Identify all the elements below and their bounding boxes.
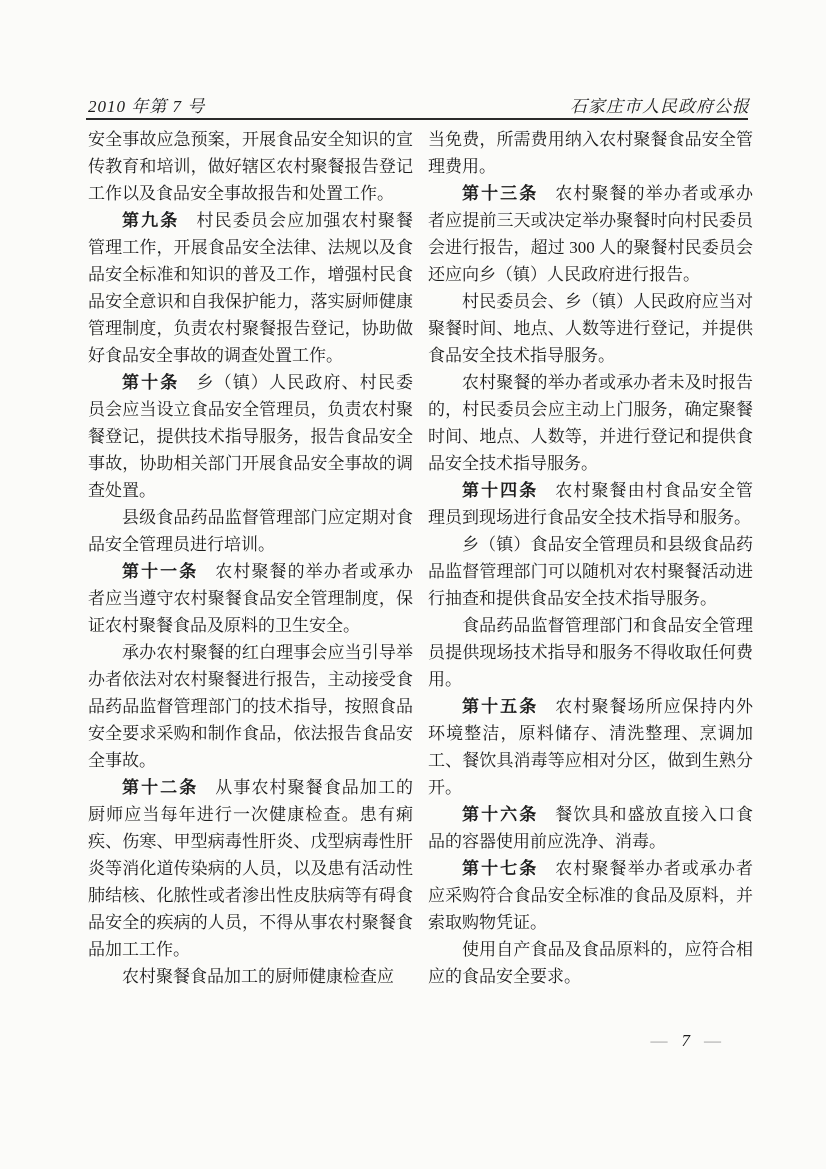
paragraph (428, 801, 753, 855)
page-number (428, 1031, 753, 1051)
paragraph (88, 369, 413, 504)
paragraph-text: 安全事故应急预案，开展食品安全知识的宣传教育和培训，做好辖区农村聚餐报告登记工作以及食品安全事故报告和处置工作。 (88, 130, 413, 203)
paragraph (88, 504, 413, 558)
paragraph-text: 从事农村聚餐食品加工的厨师应当每年进行一次健康检查。患有痢疾、伤寒、甲型病毒性肝炎、戊型病毒性肝炎等消化道传染病的人员，以及患有活动性肺结核、化脓性或者渗出性皮肤病等有碍食品安全的疾病的人员，不得从事农村聚餐食品加工工作。 (88, 778, 414, 959)
paragraph-text: 食品药品监督管理部门和食品安全管理员提供现场技术指导和服务不得收取任何费用。 (428, 616, 753, 689)
article-number: 第十四条 (462, 481, 539, 500)
column-left (88, 126, 413, 990)
paragraph-text: 村民委员会应加强农村聚餐管理工作，开展食品安全法律、法规以及食品安全标准和知识的普及工作，增强村民食品安全意识和自我保护能力，落实厨师健康管理制度，负责农村聚餐报告登记，协助做好食品安全事故的调查处置工作。 (88, 211, 414, 365)
body-columns (88, 126, 753, 990)
paragraph (88, 126, 413, 207)
paragraph (428, 126, 753, 180)
paragraph (88, 207, 413, 369)
paragraph-text: 农村聚餐的举办者或承办者未及时报告的，村民委员会应主动上门服务，确定聚餐时间、地点、人数等，并进行登记和提供食品安全技术指导服务。 (428, 373, 753, 473)
article-number: 第十七条 (462, 859, 539, 878)
article-number: 第十二条 (122, 778, 199, 797)
article-number: 第十五条 (462, 697, 539, 716)
paragraph (428, 936, 753, 990)
header-divider (86, 118, 748, 120)
paragraph (428, 288, 753, 369)
paragraph-text: 农村聚餐由村食品安全管理员到现场进行食品安全技术指导和服务。 (428, 481, 754, 527)
page-header (88, 92, 750, 117)
issue-number: 2010 年第 7 号 (88, 97, 206, 116)
paragraph-text: 村民委员会、乡（镇）人民政府应当对聚餐时间、地点、人数等进行登记，并提供食品安全技术指导服务。 (428, 292, 753, 365)
paragraph-text: 县级食品药品监督管理部门应定期对食品安全管理员进行培训。 (88, 508, 413, 554)
paragraph-text: 农村聚餐的举办者或承办者应当遵守农村聚餐食品安全管理制度，保证农村聚餐食品及原料的卫生安全。 (88, 562, 414, 635)
paragraph-text: 农村聚餐场所应保持内外环境整洁，原料储存、清洗整理、烹调加工、餐饮具消毒等应相对分区，做到生熟分开。 (428, 697, 754, 797)
article-number: 第十一条 (122, 562, 199, 581)
paragraph (428, 477, 753, 531)
paragraph-text: 农村聚餐的举办者或承办者应提前三天或决定举办聚餐时向村民委员会进行报告，超过 300 人的聚餐村民委员会还应向乡（镇）人民政府进行报告。 (428, 184, 754, 284)
paragraph-text: 农村聚餐举办者或承办者应采购符合食品安全标准的食品及原料，并索取购物凭证。 (428, 859, 754, 932)
article-number: 第九条 (122, 211, 180, 230)
paragraph-text: 当免费，所需费用纳入农村聚餐食品安全管理费用。 (428, 130, 753, 176)
page-number-left-dash: — (650, 1031, 668, 1050)
paragraph (428, 612, 753, 693)
paragraph (428, 531, 753, 612)
article-number: 第十条 (122, 373, 180, 392)
paragraph (88, 558, 413, 639)
article-number: 第十三条 (462, 184, 539, 203)
article-number: 第十六条 (462, 805, 539, 824)
paragraph (88, 774, 413, 963)
paragraph (428, 693, 753, 801)
paragraph (428, 180, 753, 288)
page-number-value: 7 (681, 1031, 690, 1050)
paragraph-text: 承办农村聚餐的红白理事会应当引导举办者依法对农村聚餐进行报告，主动接受食品药品监督管理部门的技术指导，按照食品安全要求采购和制作食品，依法报告食品安全事故。 (88, 643, 413, 770)
paragraph (88, 963, 413, 990)
paragraph (88, 639, 413, 774)
publication-title: 石家庄市人民政府公报 (570, 97, 750, 116)
paragraph-text: 乡（镇）食品安全管理员和县级食品药品监督管理部门可以随机对农村聚餐活动进行抽查和提供食品安全技术指导服务。 (428, 535, 753, 608)
paragraph-text: 使用自产食品及食品原料的，应符合相应的食品安全要求。 (428, 940, 753, 986)
paragraph (428, 369, 753, 477)
paragraph-text: 农村聚餐食品加工的厨师健康检查应 (122, 967, 394, 986)
page-number-right-dash: — (704, 1031, 721, 1050)
column-right (428, 126, 753, 990)
paragraph-text: 乡（镇）人民政府、村民委员会应当设立食品安全管理员，负责农村聚餐登记，提供技术指导服务，报告食品安全事故，协助相关部门开展食品安全事故的调查处置。 (88, 373, 414, 500)
paragraph-text: 餐饮具和盛放直接入口食品的容器使用前应洗净、消毒。 (428, 805, 754, 851)
paragraph (428, 855, 753, 936)
